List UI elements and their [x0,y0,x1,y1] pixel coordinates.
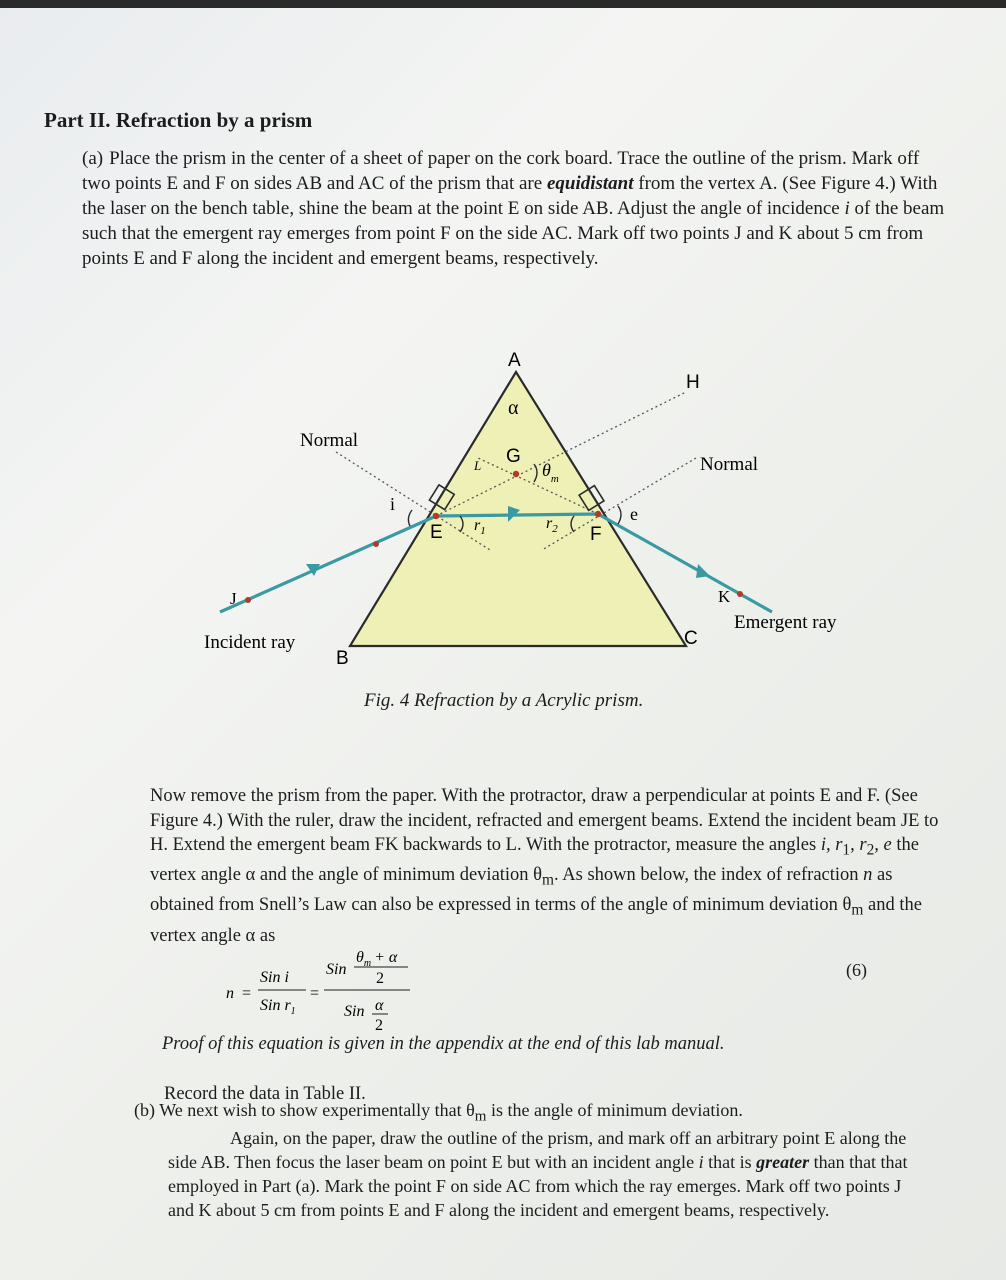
part-b-text-1: We next wish to show experimentally that θ [159,1100,475,1120]
point-K-dot [737,591,743,597]
now-text-2: the vertex angle α and the angle of minimum deviation θ [150,835,919,886]
now-text-4: as obtained from Snell’s Law can also be expressed in terms of the angle of minimum deviation θ [150,865,893,916]
part-a-text-1: Place the prism in the center of a sheet of paper on the cork board. Trace the outline of the prism. Mark off two points E and F on sides AB and AC of the prism that are [82,148,920,194]
part-b-emphasis: greater [756,1152,810,1172]
label-r1: $r_1$ [474,517,486,537]
now-var-n: n [863,865,873,886]
figure-caption: Fig. 4 Refraction by a Acrylic prism. [364,690,644,711]
label-H: H [686,372,700,393]
section-heading: Part II. Refraction by a prism [44,108,313,132]
part-a-text-2: from the vertex A. (See Figure 4.) With the laser on the bench table, shine the beam at the point E on side AB. Adjust the angle of incidence [82,173,938,219]
label-normal-right: Normal [700,454,759,475]
part-a-text-3: of the beam such that the emergent ray emerges from point F on the side AC. Mark off two points J and K about 5 cm from points E and F along the incident and emergent beams, respectively. [82,198,945,269]
label-theta: $\theta_m$ [542,460,559,485]
now-e: , e [874,835,892,855]
label-e: e [630,504,638,524]
angle-arc-i [408,510,412,526]
part-b-sub-m: m [474,1108,487,1125]
now-sub-m2: m [851,902,864,920]
eq-theta-alpha: $\theta_m + \alpha$ [356,949,398,969]
now-vars: i, r [820,835,843,855]
eq-two-top: 2 [376,970,384,987]
part-b-p2-3: than that that employed in Part (a). Mark the point F on side AC from which the ray emerges. Mark off two points J and K about 5 cm from points E and F along the incident and emergent beams, respectively. [168,1152,908,1220]
now-text-5: and the vertex angle α as [150,895,922,946]
eq-sin-i: Sin i [260,969,289,986]
point-F-dot [595,511,601,517]
record-note: Record the data in Table II. [164,1084,366,1104]
point-J-dot [245,597,251,603]
now-text-1: Now remove the prism from the paper. With the protractor, draw a perpendicular at points E and F. (See Figure 4.) With the ruler, draw the incident, refracted and emergent beams. Extend the incident beam JE to H. Extend the emergent beam FK backwards to L. With the protractor, measure the angles [150,786,939,855]
now-sub2: 2 [866,841,875,859]
proof-note: Proof of this equation is given in the appendix at the end of this lab manual. [162,1034,725,1054]
part-a-paragraph [82,146,952,271]
part-b-line [134,1098,934,1129]
eq-sin-top: Sin [326,961,347,978]
eq-sin-r: Sin $r_1$ [260,997,296,1017]
part-b-var-i: i [698,1152,704,1172]
part-b-text-2: is the angle of minimum deviation. [486,1100,743,1120]
part-b-paragraph [168,1126,928,1222]
label-E: E [430,522,443,543]
part-a-label: (a) [82,148,104,169]
part-b-p2-2: that is [703,1152,757,1172]
procedure-paragraph [150,784,940,948]
prism-figure [190,340,850,680]
point-G-dot [513,471,519,477]
label-i: i [390,494,396,514]
now-text-3: . As shown below, the index of refraction [554,865,864,886]
eq-n: n [226,985,234,1002]
eq-equals-1: = [242,985,252,1002]
label-G: G [506,446,521,467]
point-normal-dot [373,541,379,547]
label-C: C [684,628,698,649]
label-r2: $r_2$ [546,515,558,535]
part-b-label: (b) [134,1100,155,1120]
label-L: L [474,458,482,473]
label-alpha: α [508,397,519,419]
label-F: F [590,524,602,545]
label-J: J [230,589,237,608]
label-normal-left: Normal [300,430,359,451]
label-K: K [718,587,731,606]
beam-arrow-emergent [696,564,710,578]
eq-alpha-bottom: α [375,997,384,1014]
now-comma: , r [850,835,867,855]
now-sub1: 1 [842,841,851,859]
part-a-emphasis: equidistant [546,173,634,194]
label-A: A [508,350,521,371]
eq-sin-bottom: Sin [344,1003,365,1020]
eq-equals-2: = [310,985,320,1002]
now-sub-m: m [542,871,555,889]
label-incident-ray: Incident ray [204,632,296,653]
equation-number: (6) [846,960,867,980]
part-b-p2-1: Again, on the paper, draw the outline of the prism, and mark off an arbitrary point E along the side AB. Then focus the laser beam on point E but with an incident angle [168,1128,907,1172]
part-a-var-i: i [844,198,850,219]
equation-6 [222,948,462,1038]
label-B: B [336,648,349,669]
angle-arc-e [618,506,621,524]
point-E-dot [433,513,439,519]
eq-two-bottom: 2 [375,1017,383,1034]
label-emergent-ray: Emergent ray [734,612,837,633]
